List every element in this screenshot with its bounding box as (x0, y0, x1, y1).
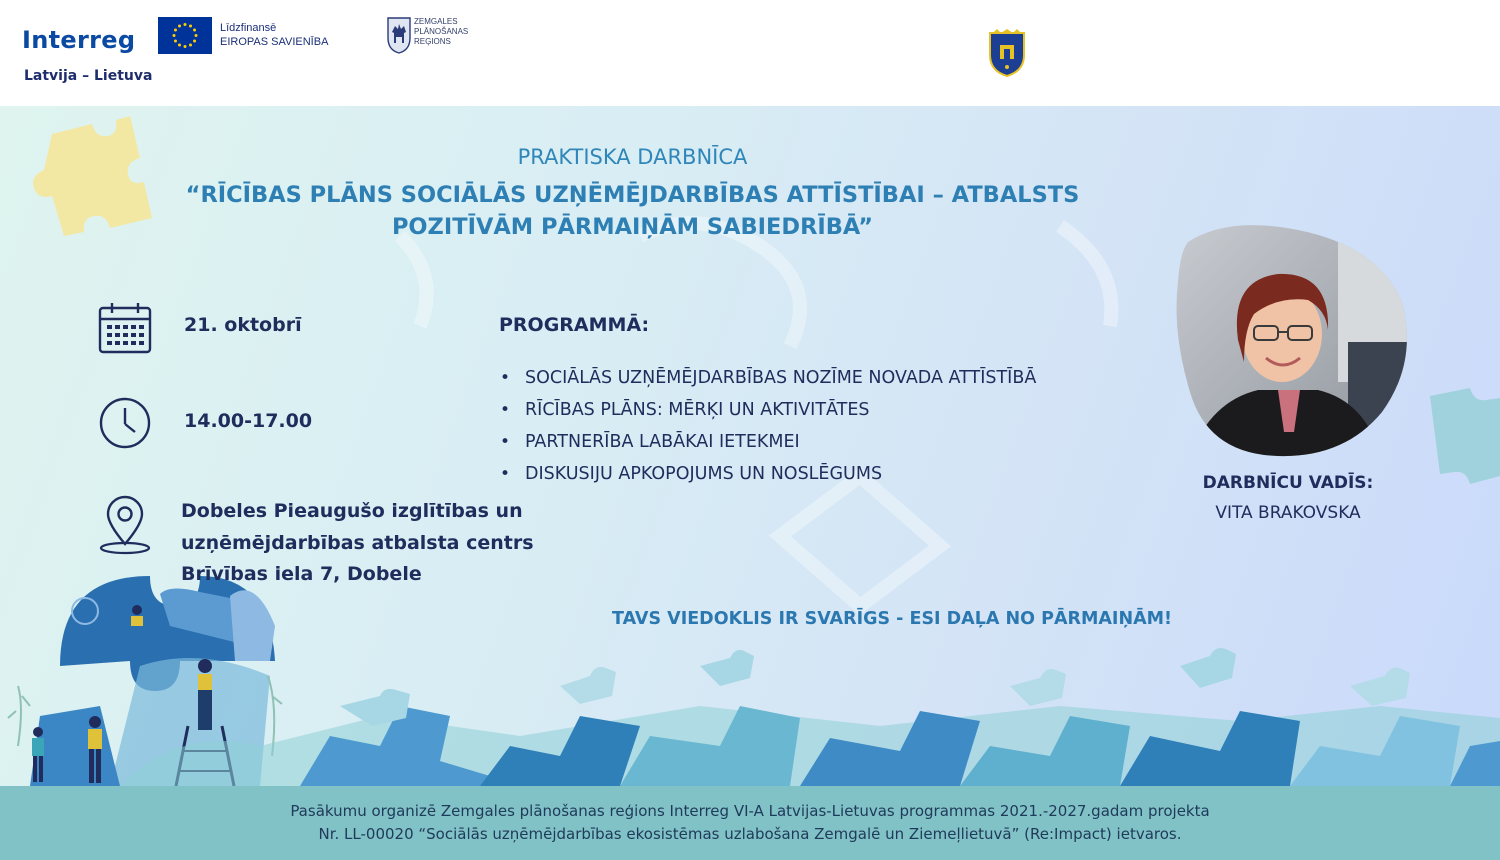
eu-line-1: Līdzfinansē (220, 22, 277, 34)
program-item: • PARTNERĪBA LABĀKAI IETEKMEI (500, 426, 1036, 458)
program-item: • SOCIĀLĀS UZŅĒMĒJDARBĪBAS NOZĪME NOVADA ATTĪSTĪBĀ (500, 362, 1036, 394)
coat-of-arms-icon (987, 29, 1027, 77)
footer-text (0, 800, 1500, 846)
eu-flag-icon (158, 17, 212, 54)
eu-star (195, 34, 198, 37)
eu-star (189, 24, 192, 27)
footer-line-2: Nr. LL-00020 “Sociālās uzņēmējdarbības ekosistēmas uzlabošana Zemgalē un Ziemeļlietuvā” (Re:Impact) ietvaros. (318, 825, 1182, 843)
zpr-line-1: ZEMGALES (414, 17, 458, 26)
footer-line-1: Pasākumu organizē Zemgales plānošanas reģions Interreg VI-A Latvijas-Lietuvas programmas 2021.-2027.gadam projekta (290, 802, 1210, 820)
event-title (160, 179, 1105, 243)
eu-star (193, 29, 196, 32)
presenter-label: DARBNĪCU VADĪS: (1202, 473, 1374, 493)
location-pin-icon (98, 494, 152, 556)
location-line-1: Dobeles Pieaugušo izglītības un (181, 500, 523, 522)
program-title: PROGRAMMĀ: (499, 314, 650, 336)
eu-star (184, 45, 187, 48)
eu-star (178, 44, 181, 47)
zpr-line-3: REĢIONS (414, 37, 451, 46)
eu-line-2: EIROPAS SAVIENĪBA (220, 36, 329, 48)
location-line-2: uzņēmējdarbības atbalsta centrs (181, 531, 534, 554)
zpr-logo-text (414, 17, 468, 47)
program-item: • RĪCĪBAS PLĀNS: MĒRĶI UN AKTIVITĀTES (500, 394, 1036, 426)
puzzle-band-decoration (120, 648, 1500, 786)
calendar-icon (98, 302, 152, 354)
puzzle-piece-icon (33, 116, 152, 236)
eu-cofinance-text (220, 21, 328, 49)
footer-band (0, 786, 1500, 860)
location-line-3: Brīvības iela 7, Dobele (181, 563, 422, 585)
eu-star (173, 34, 176, 37)
eu-star (178, 24, 181, 27)
eu-star (174, 40, 177, 43)
slogan: TAVS VIEDOKLIS IR SVARĪGS - ESI DAĻA NO PĀRMAIŅĀM! (612, 609, 1173, 629)
program-list (500, 362, 1036, 490)
event-title-line-1: “RĪCĪBAS PLĀNS SOCIĀLĀS UZŅĒMĒJDARBĪBAS ATTĪSTĪBAI – ATBALSTS (185, 182, 1080, 208)
event-date: 21. oktobrī (184, 314, 302, 336)
moose-logo-icon (386, 16, 412, 54)
eu-star (174, 29, 177, 32)
eu-star (184, 23, 187, 26)
interreg-logo: Interreg (22, 26, 136, 54)
event-time: 14.00-17.00 (184, 410, 313, 432)
eu-star (193, 40, 196, 43)
presenter-name: VITA BRAKOVSKA (1215, 503, 1361, 523)
zpr-line-2: PLĀNOŠANAS (414, 27, 469, 36)
clock-icon (98, 396, 152, 450)
eu-star (189, 44, 192, 47)
event-type: PRAKTISKA DARBNĪCA (517, 145, 748, 169)
program-item: • DISKUSIJU APKOPOJUMS UN NOSLĒGUMS (500, 458, 1036, 490)
presenter-photo (1168, 222, 1408, 462)
event-title-line-2: POZITĪVĀM PĀRMAIŅĀM SABIEDRĪBĀ” (391, 214, 874, 240)
poster-body (0, 106, 1500, 786)
event-location (181, 496, 534, 591)
interreg-subtitle: Latvija – Lietuva (24, 68, 153, 84)
